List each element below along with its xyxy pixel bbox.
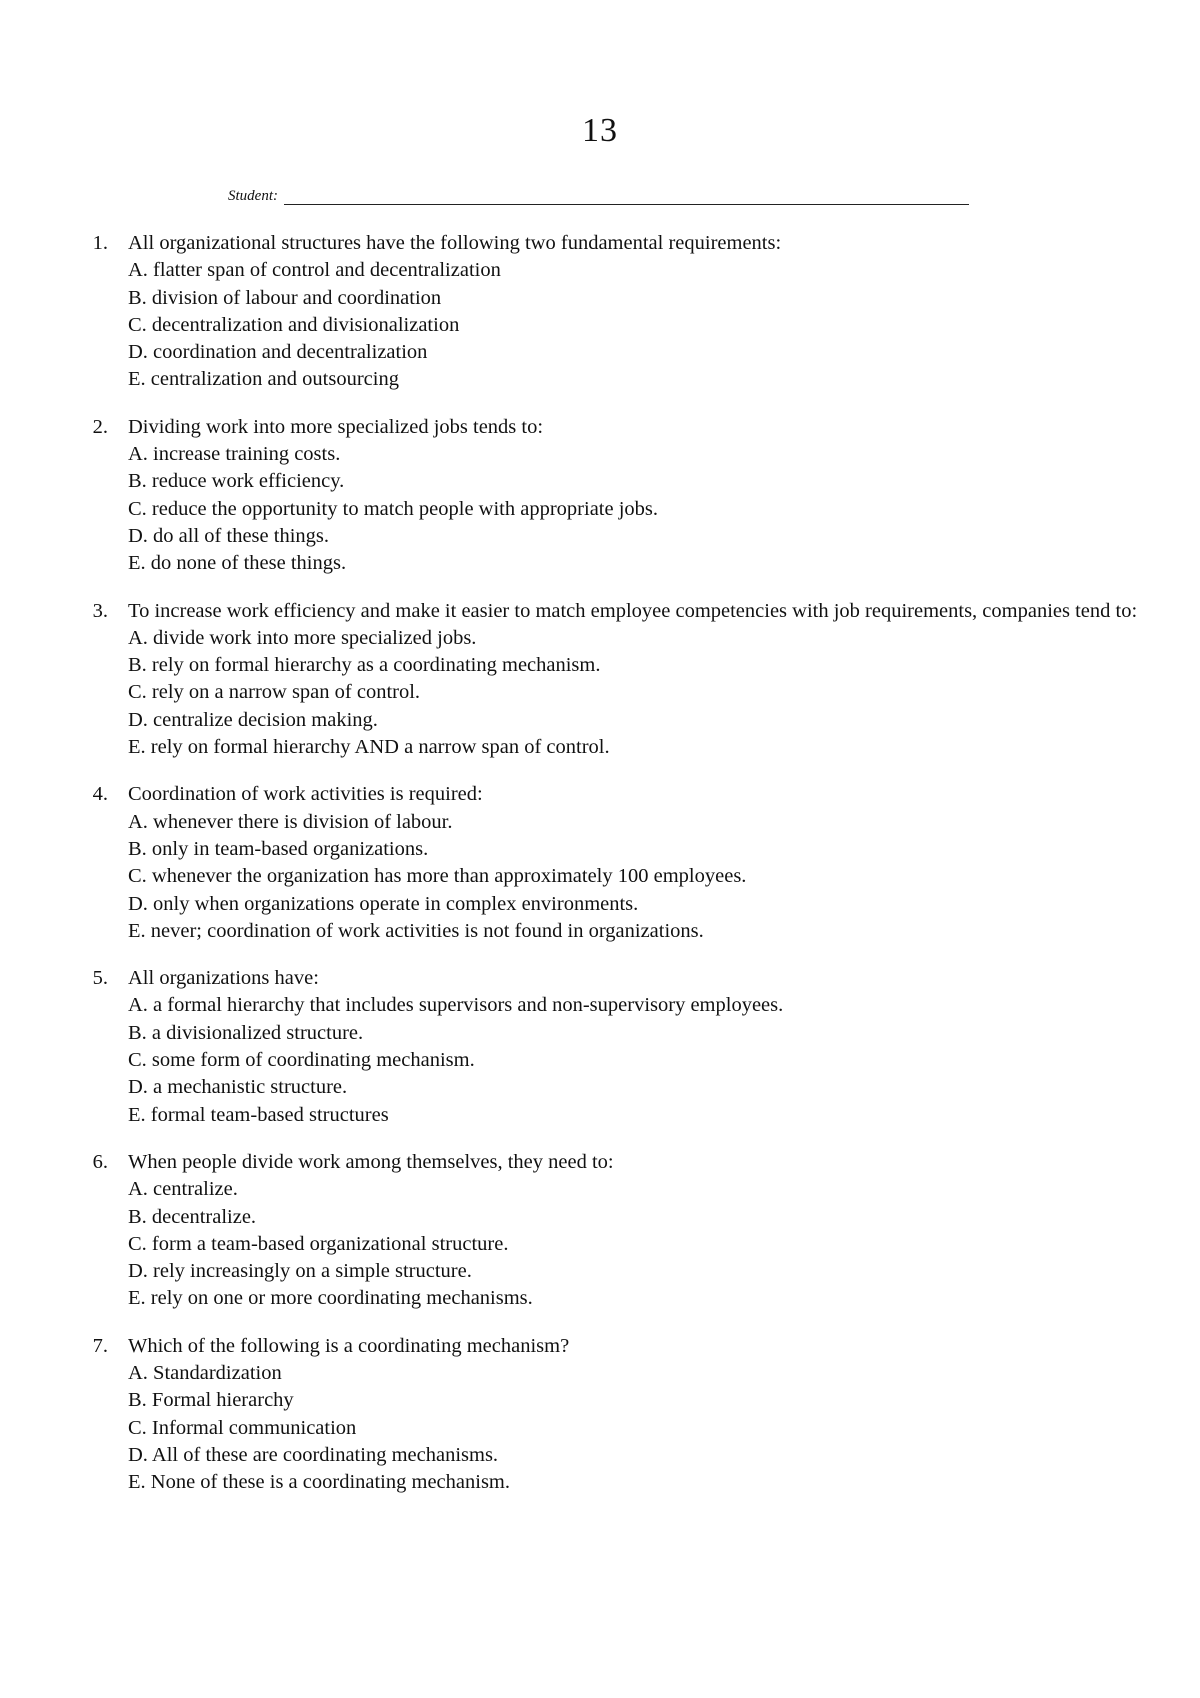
question-1 (60, 230, 1150, 394)
question-7 (60, 1333, 1150, 1497)
answer-options (128, 809, 1150, 945)
answer-option-d: D. do all of these things. (128, 524, 329, 547)
answer-option-d: D. All of these are coordinating mechanisms. (128, 1443, 499, 1466)
question-number: 5. (92, 967, 108, 990)
answer-options (128, 992, 1150, 1128)
answer-option-e: E. rely on formal hierarchy AND a narrow span of control. (128, 736, 610, 759)
question-stem: All organizational structures have the following two fundamental requirements: (128, 232, 782, 254)
question-stem: Which of the following is a coordinating mechanism? (128, 1334, 570, 1357)
answer-option-c: C. some form of coordinating mechanism. (128, 1049, 475, 1072)
answer-option-b: B. decentralize. (128, 1205, 257, 1228)
answer-option-b: B. rely on formal hierarchy as a coordinating mechanism. (128, 654, 601, 677)
question-list (60, 230, 1150, 1516)
question-5 (60, 965, 1150, 1129)
question-stem: To increase work efficiency and make it easier to match employee competencies with job requirements, companies tend to: (128, 599, 1138, 622)
answer-option-a: A. whenever there is division of labour. (128, 810, 453, 833)
question-number: 1. (92, 232, 108, 254)
answer-options (128, 1360, 1150, 1496)
answer-option-e: E. never; coordination of work activities is not found in organizations. (128, 919, 704, 942)
question-4 (60, 781, 1150, 945)
student-name-line (228, 188, 969, 205)
answer-option-d: D. rely increasingly on a simple structure. (128, 1260, 472, 1283)
question-3 (60, 598, 1150, 762)
answer-option-b: B. only in team-based organizations. (128, 837, 429, 860)
answer-options (128, 625, 1150, 761)
question-stem: When people divide work among themselves, they need to: (128, 1150, 614, 1173)
question-number: 7. (92, 1334, 108, 1357)
answer-option-e: E. rely on one or more coordinating mechanisms. (128, 1287, 533, 1310)
answer-option-a: A. centralize. (128, 1178, 238, 1201)
answer-option-b: B. division of labour and coordination (128, 286, 442, 309)
student-name-blank (284, 192, 969, 205)
answer-option-e: E. formal team-based structures (128, 1103, 389, 1126)
answer-option-a: A. divide work into more specialized jobs. (128, 626, 477, 649)
answer-option-a: A. flatter span of control and decentralization (128, 259, 501, 282)
question-number: 3. (92, 599, 108, 622)
answer-option-d: D. a mechanistic structure. (128, 1076, 348, 1099)
answer-option-d: D. centralize decision making. (128, 708, 378, 731)
question-stem: Coordination of work activities is required: (128, 783, 483, 806)
answer-option-c: C. whenever the organization has more than approximately 100 employees. (128, 865, 747, 888)
answer-options (128, 441, 1150, 577)
answer-option-a: A. Standardization (128, 1361, 282, 1384)
answer-options (128, 257, 1150, 393)
answer-option-e: E. None of these is a coordinating mechanism. (128, 1471, 510, 1494)
answer-option-d: D. only when organizations operate in complex environments. (128, 892, 639, 915)
answer-option-b: B. a divisionalized structure. (128, 1021, 364, 1044)
answer-option-c: C. rely on a narrow span of control. (128, 681, 421, 704)
question-number: 6. (92, 1150, 108, 1173)
answer-option-d: D. coordination and decentralization (128, 341, 428, 364)
answer-option-a: A. increase training costs. (128, 443, 341, 466)
answer-option-e: E. do none of these things. (128, 552, 347, 575)
answer-options (128, 1176, 1150, 1312)
answer-option-a: A. a formal hierarchy that includes supervisors and non-supervisory employees. (128, 994, 784, 1017)
answer-option-c: C. form a team-based organizational structure. (128, 1232, 509, 1255)
question-number: 4. (92, 783, 108, 806)
question-stem: Dividing work into more specialized jobs tends to: (128, 415, 544, 438)
question-number: 2. (92, 415, 108, 438)
answer-option-b: B. Formal hierarchy (128, 1389, 294, 1412)
answer-option-e: E. centralization and outsourcing (128, 368, 399, 391)
answer-option-c: C. Informal communication (128, 1416, 357, 1439)
question-6 (60, 1149, 1150, 1313)
question-2 (60, 414, 1150, 578)
student-label: Student: (228, 188, 278, 204)
question-stem: All organizations have: (128, 967, 319, 990)
page-number: 13 (582, 112, 618, 149)
answer-option-c: C. decentralization and divisionalization (128, 313, 460, 336)
answer-option-b: B. reduce work efficiency. (128, 470, 345, 493)
answer-option-c: C. reduce the opportunity to match people with appropriate jobs. (128, 497, 659, 520)
